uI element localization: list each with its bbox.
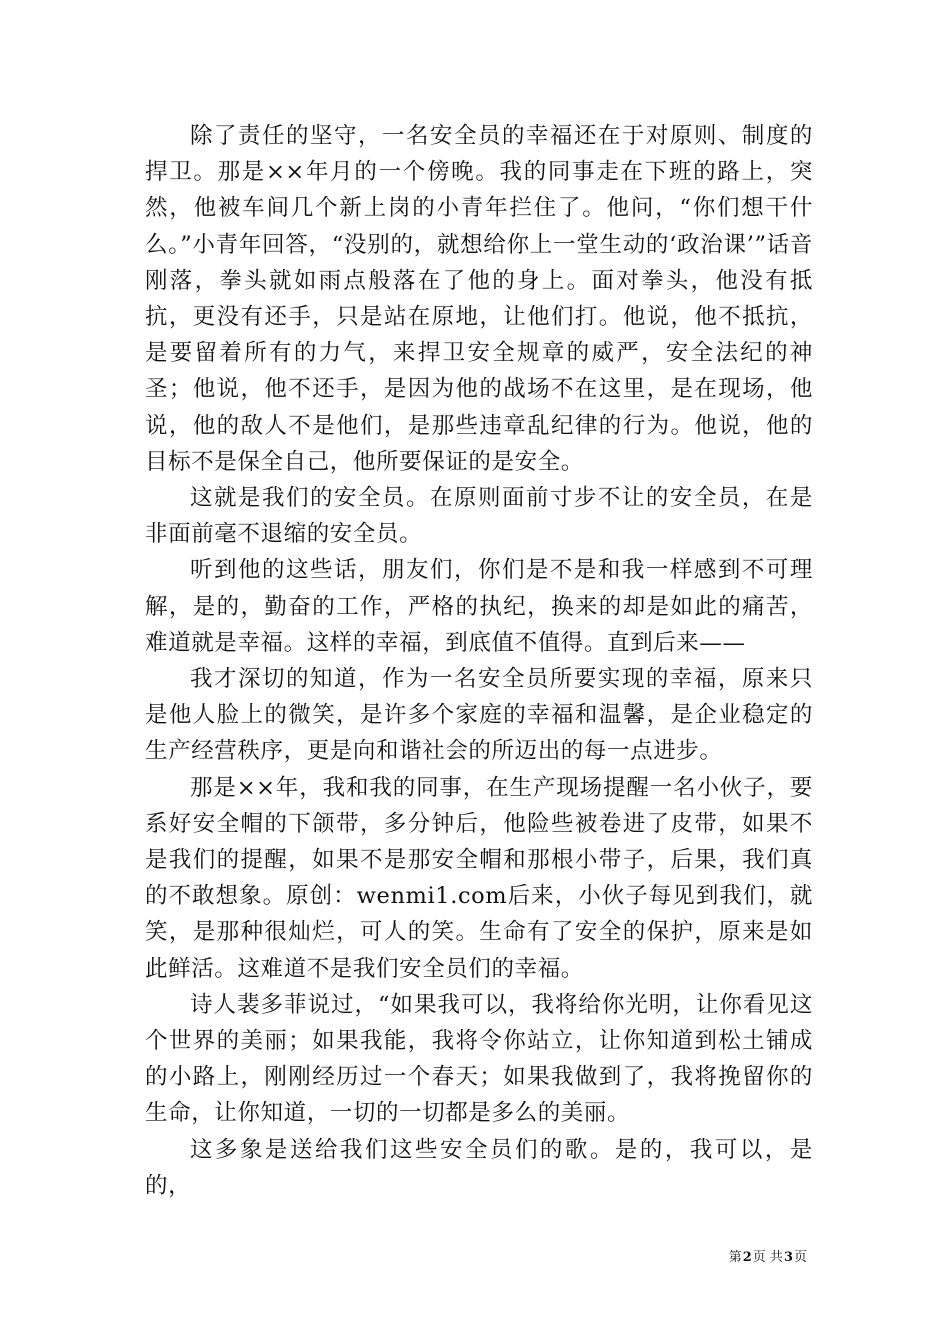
footer-prefix: 第 [728, 1250, 742, 1265]
paragraph-7: 这多象是送给我们这些安全员们的歌。是的，我可以，是的， [145, 1136, 813, 1199]
document-body [145, 118, 813, 1204]
footer-suffix: 页 [793, 1250, 807, 1265]
paragraph-3: 听到他的这些话，朋友们，你们是不是和我一样感到不可理解，是的，勤奋的工作，严格的执纪，换来的却是如此的痛苦，难道就是幸福。这样的幸福，到底值不值得。直到后来—— [145, 557, 813, 656]
total-pages-number: 3 [783, 1250, 793, 1265]
paragraph-2: 这就是我们的安全员。在原则面前寸步不让的安全员，在是非面前毫不退缩的安全员。 [145, 485, 813, 548]
current-page-number: 2 [742, 1250, 752, 1265]
paragraph-5: 那是××年，我和我的同事，在生产现场提醒一名小伙子，要系好安全帽的下颌带，多分钟后，他险些被卷进了皮带，如果不是我们的提醒，如果不是那安全帽和那根小带子，后果，我们真的不敢想象。原创：wenmi1.com后来，小伙子每见到我们，就笑，是那种很灿烂，可人的笑。生命有了安全的保护，原来是如此鲜活。这难道不是我们安全员们的幸福。 [145, 774, 813, 982]
paragraph-4: 我才深切的知道，作为一名安全员所要实现的幸福，原来只是他人脸上的微笑，是许多个家庭的幸福和温馨，是企业稳定的生产经营秩序，更是向和谐社会的所迈出的每一点进步。 [145, 666, 813, 765]
page-number-footer [729, 1246, 807, 1265]
footer-middle: 页 共 [752, 1250, 783, 1265]
paragraph-6: 诗人裴多菲说过，“如果我可以，我将给你光明，让你看见这个世界的美丽；如果我能，我将令你站立，让你知道到松土铺成的小路上，刚刚经历过一个春天；如果我做到了，我将挽留你的生命，让你知道，一切的一切都是多么的美丽。 [145, 991, 813, 1127]
paragraph-1: 除了责任的坚守，一名安全员的幸福还在于对原则、制度的捍卫。那是××年月的一个傍晚。我的同事走在下班的路上，突然，他被车间几个新上岗的小青年拦住了。他问，“你们想干什么。”小青年回答，“没别的，就想给你上一堂生动的‘政治课’”话音刚落，拳头就如雨点般落在了他的身上。面对拳头，他没有抵抗，更没有还手，只是站在原地，让他们打。他说，他不抵抗，是要留着所有的力气，来捍卫安全规章的威严，安全法纪的神圣；他说，他不还手，是因为他的战场不在这里，是在现场，他说，他的敌人不是他们，是那些违章乱纪律的行为。他说，他的目标不是保全自己，他所要保证的是安全。 [145, 123, 813, 475]
